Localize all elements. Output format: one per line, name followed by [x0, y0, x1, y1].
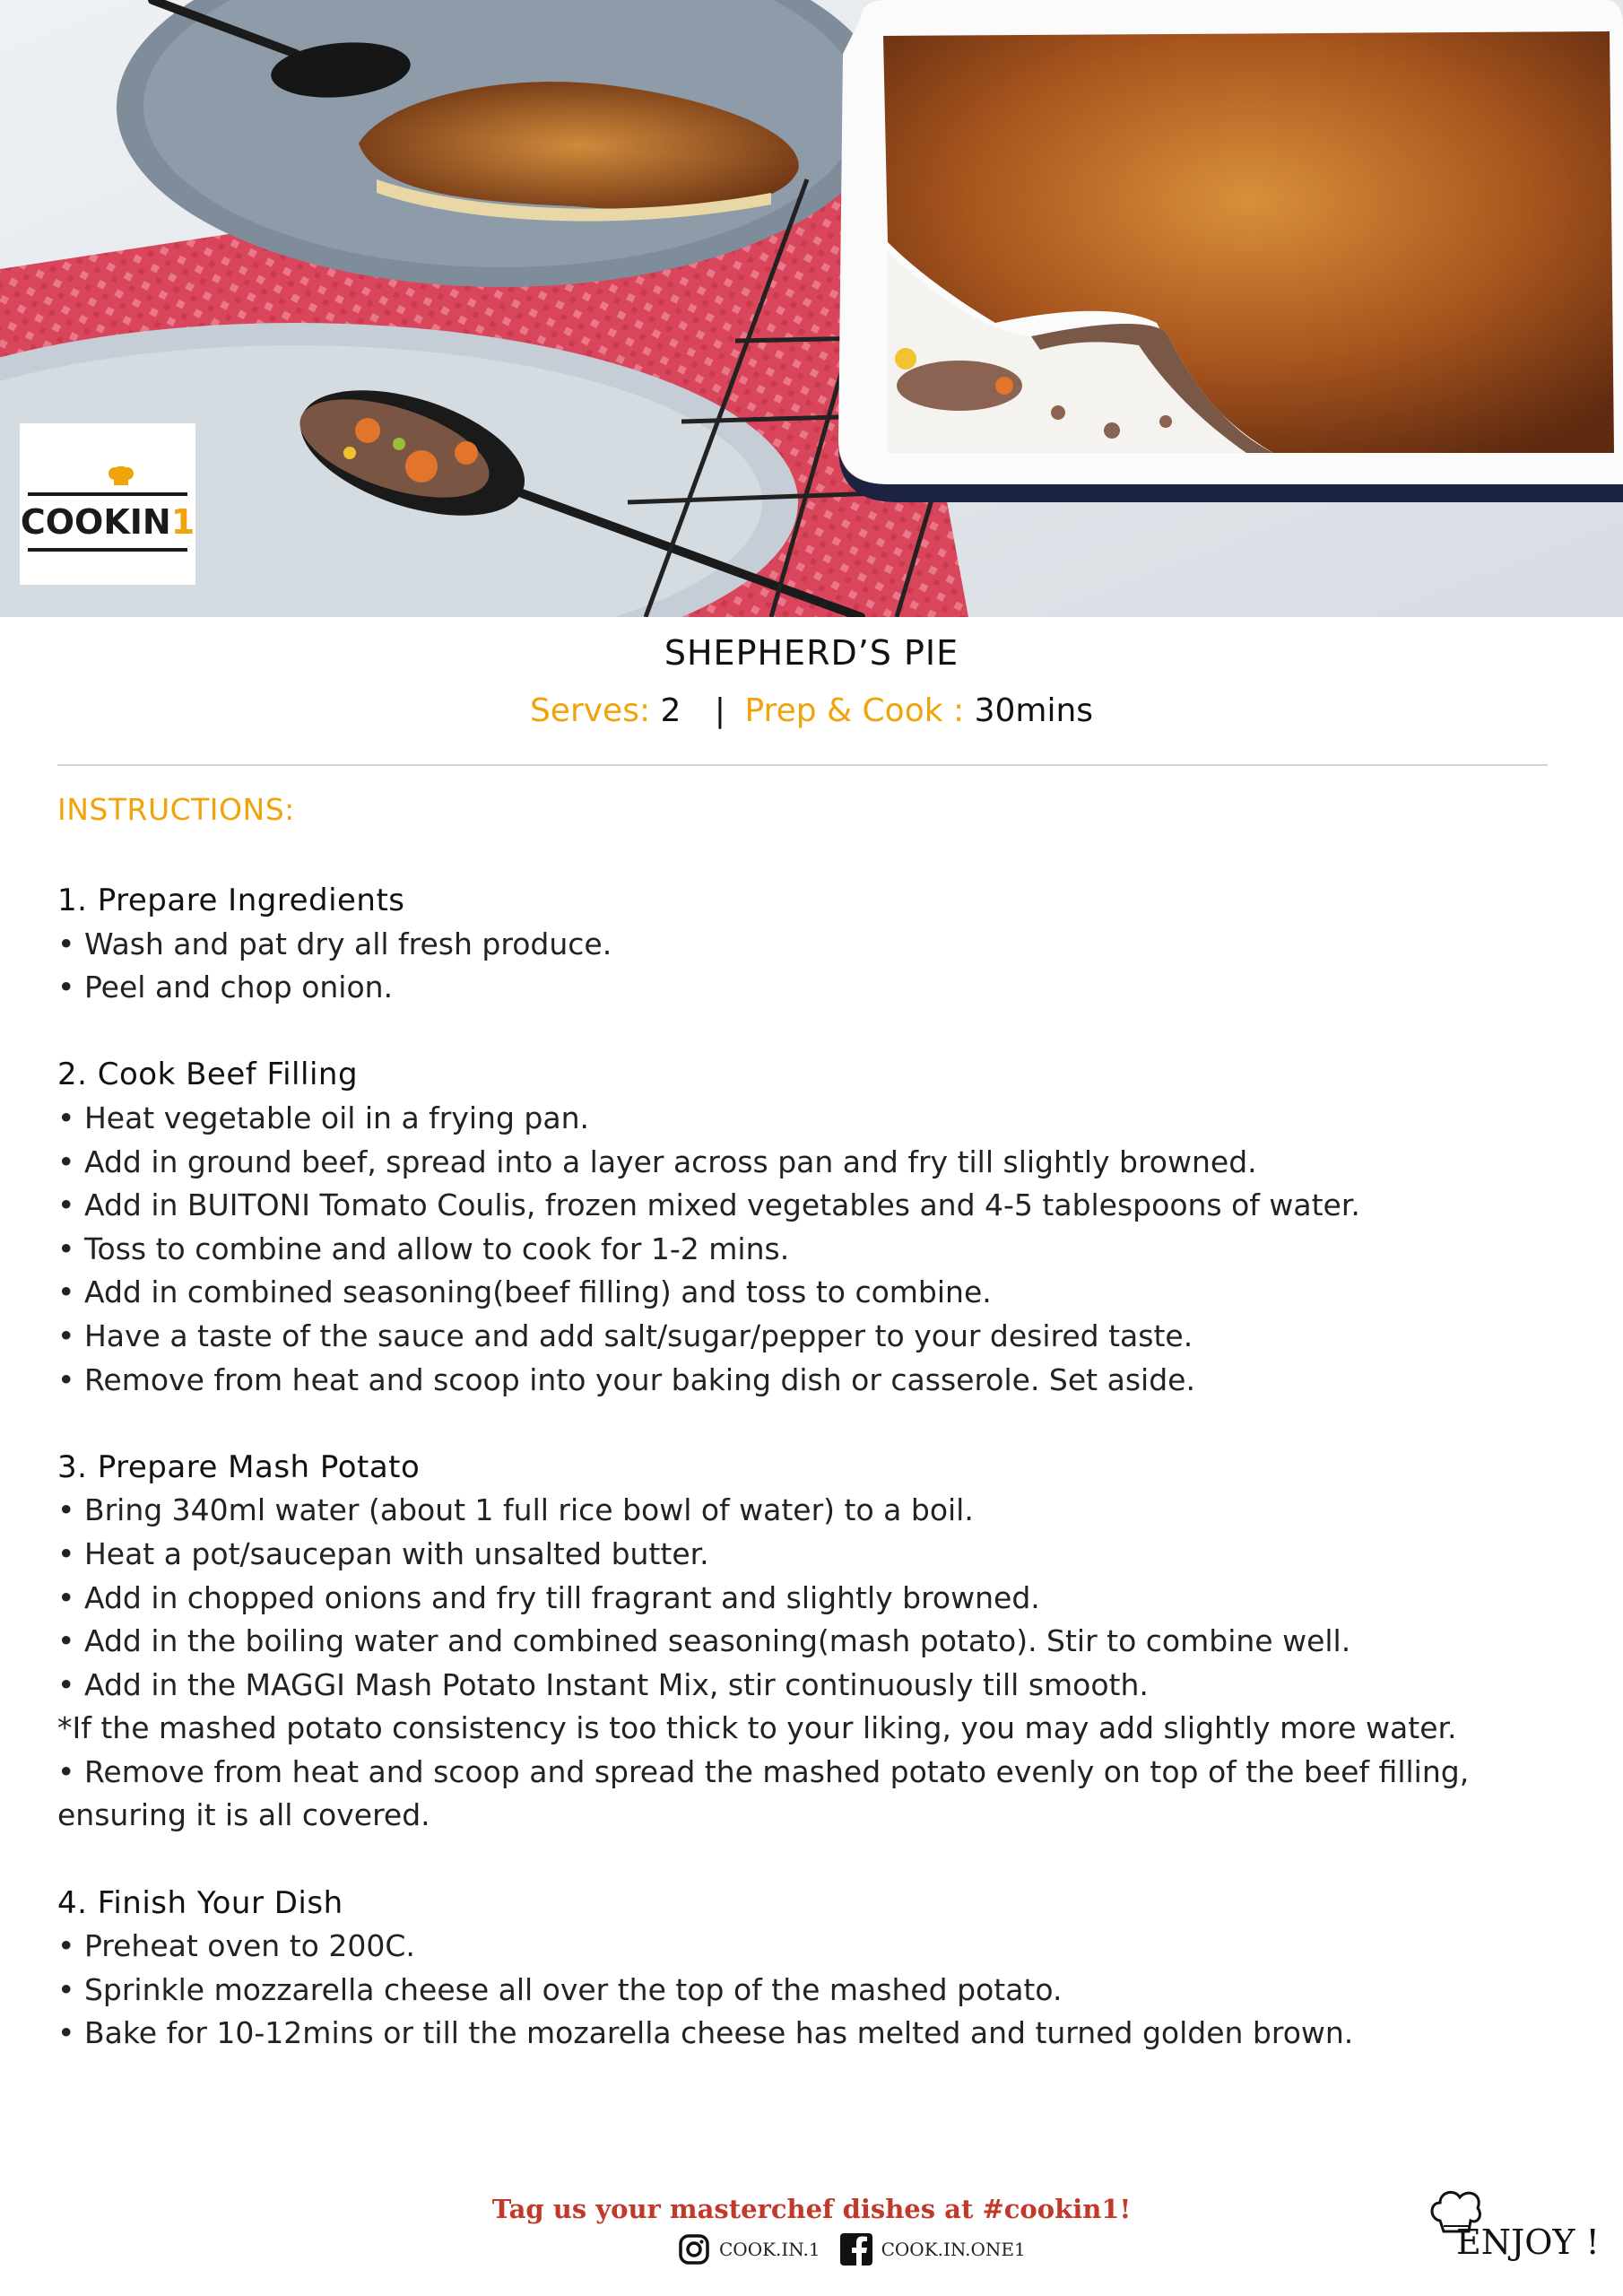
enjoy-signoff [1428, 2185, 1607, 2274]
enjoy-text: ENJOY ! [1456, 2222, 1600, 2262]
recipe-meta [0, 692, 1623, 729]
instagram-handle[interactable]: COOK.IN.1 [719, 2239, 820, 2260]
time-value: 30mins [974, 692, 1094, 729]
step-line: • Heat a pot/saucepan with unsalted butter. [57, 1535, 709, 1571]
instagram-icon[interactable] [678, 2233, 710, 2266]
step-note: *If the mashed potato consistency is too thick to your liking, you may add slightly more water. [57, 1710, 1457, 1746]
title-divider [57, 764, 1548, 766]
facebook-icon[interactable] [840, 2233, 872, 2266]
serves-label: Serves: [529, 692, 651, 729]
logo-rule-bottom [28, 548, 187, 552]
shepherds-pie-photo [0, 0, 1623, 617]
recipe-title: SHEPHERD’S PIE [664, 633, 959, 673]
step-line: • Add in combined seasoning(beef filling) and toss to combine. [57, 1274, 992, 1310]
step-prepare-ingredients [57, 879, 1564, 1010]
step-title: 2. Cook Beef Filling [57, 1057, 359, 1093]
step-line: • Peel and chop onion. [57, 970, 394, 1005]
footer-tagline: Tag us your masterchef dishes at #cookin1! [491, 2194, 1132, 2224]
step-cook-beef-filling [57, 1053, 1564, 1402]
step-line: • Add in the boiling water and combined seasoning(mash potato). Stir to combine well. [57, 1623, 1351, 1659]
step-line: • Toss to combine and allow to cook for 1-2 mins. [57, 1231, 790, 1266]
step-line: • Wash and pat dry all fresh produce. [57, 926, 612, 961]
instructions-heading: INSTRUCTIONS: [57, 792, 295, 827]
step-line: • Add in the MAGGI Mash Potato Instant Mix, stir continuously till smooth. [57, 1666, 1149, 1702]
logo-rule-top [28, 492, 187, 496]
footer-social-links [678, 2230, 1046, 2269]
step-finish-your-dish [57, 1882, 1564, 2056]
step-line: • Have a taste of the sauce and add salt/sugar/pepper to your desired taste. [57, 1318, 1193, 1353]
step-line: • Preheat oven to 200C. [57, 1928, 415, 1964]
logo-wordmark: COOKIN1 [20, 502, 195, 542]
step-title: 4. Finish Your Dish [57, 1884, 343, 1921]
step-line: • Add in BUITONI Tomato Coulis, frozen mixed vegetables and 4-5 tablespoons of water. [57, 1187, 1360, 1223]
step-line: • Sprinkle mozzarella cheese all over the top of the mashed potato. [57, 1971, 1063, 2007]
step-title: 3. Prepare Mash Potato [57, 1448, 421, 1485]
serves-value: 2 [660, 692, 681, 729]
step-line: • Bake for 10-12mins or till the mozarella cheese has melted and turned golden brown. [57, 2015, 1354, 2051]
step-title: 1. Prepare Ingredients [57, 883, 405, 918]
step-line: • Heat vegetable oil in a frying pan. [57, 1100, 589, 1135]
instruction-steps [57, 879, 1564, 2100]
step-line: • Remove from heat and scoop and spread the mashed potato evenly on top of the beef filling, ensuring it is all covered. [57, 1753, 1470, 1833]
meta-separator: | [714, 692, 726, 729]
step-line: • Add in ground beef, spread into a layer across pan and fry till slightly browned. [57, 1144, 1257, 1179]
step-line: • Add in chopped onions and fry till fragrant and slightly browned. [57, 1579, 1040, 1615]
chef-hat-icon [108, 466, 135, 486]
facebook-handle[interactable]: COOK.IN.ONE1 [881, 2239, 1026, 2260]
cookin1-logo [20, 423, 195, 585]
step-prepare-mash-potato [57, 1446, 1564, 1838]
time-label: Prep & Cook : [744, 692, 965, 729]
step-line: • Bring 340ml water (about 1 full rice bowl of water) to a boil. [57, 1492, 974, 1528]
step-line: • Remove from heat and scoop into your baking dish or casserole. Set aside. [57, 1361, 1195, 1397]
hero-photo [0, 0, 1623, 617]
